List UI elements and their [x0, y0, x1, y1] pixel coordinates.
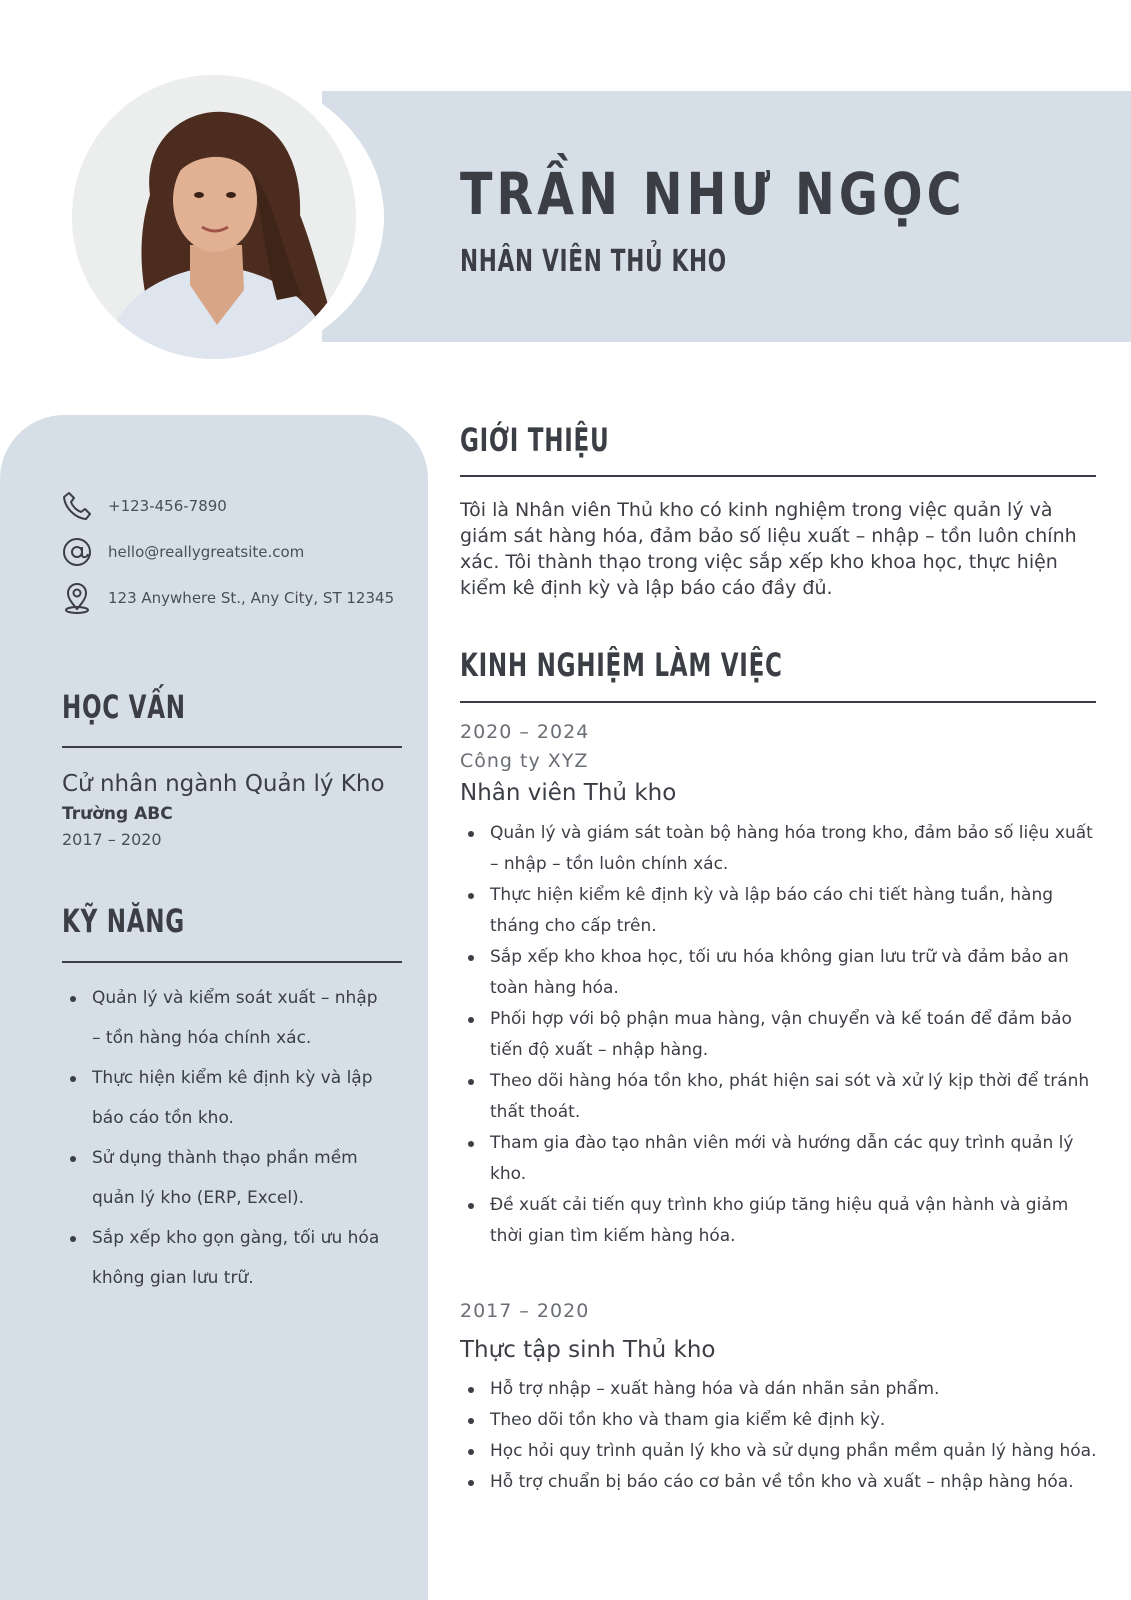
- education-degree: Cử nhân ngành Quản lý Kho: [62, 771, 385, 797]
- job-item: Phối hợp với bộ phận mua hàng, vận chuyển và kế toán để đảm bảo tiến độ xuất – nhập hàng.: [468, 1004, 1098, 1066]
- education-school: Trường ABC: [62, 804, 173, 824]
- job-item: Sắp xếp kho khoa học, tối ưu hóa không gian lưu trữ và đảm bảo an toàn hàng hóa.: [468, 942, 1098, 1004]
- skill-item: Thực hiện kiểm kê định kỳ và lập báo cáo tồn kho.: [70, 1058, 390, 1138]
- job-item: Theo dõi hàng hóa tồn kho, phát hiện sai sót và xử lý kịp thời để tránh thất thoát.: [468, 1066, 1098, 1128]
- skill-item: Sắp xếp kho gọn gàng, tối ưu hóa không gian lưu trữ.: [70, 1218, 390, 1298]
- education-years: 2017 – 2020: [62, 830, 162, 849]
- job-item: Hỗ trợ chuẩn bị báo cáo cơ bản về tồn kho và xuất – nhập hàng hóa.: [468, 1467, 1098, 1498]
- phone-icon: [60, 489, 94, 523]
- experience-divider: [460, 701, 1096, 703]
- job-item: Quản lý và giám sát toàn bộ hàng hóa trong kho, đảm bảo số liệu xuất – nhập – tồn luôn chính xác.: [468, 818, 1098, 880]
- skills-heading: KỸ NĂNG: [62, 902, 185, 940]
- skills-divider: [62, 961, 402, 963]
- location-pin-icon: [60, 581, 94, 615]
- skill-item: Sử dụng thành thạo phần mềm quản lý kho (ERP, Excel).: [70, 1138, 390, 1218]
- job-item: Tham gia đào tạo nhân viên mới và hướng dẫn các quy trình quản lý kho.: [468, 1128, 1098, 1190]
- skills-list: [70, 978, 390, 1298]
- job-item: Đề xuất cải tiến quy trình kho giúp tăng hiệu quả vận hành và giảm thời gian tìm kiếm hàng hóa.: [468, 1190, 1098, 1252]
- job-responsibilities: [468, 818, 1098, 1252]
- candidate-name: TRẦN NHƯ NGỌC: [460, 160, 966, 228]
- job-item: Học hỏi quy trình quản lý kho và sử dụng phần mềm quản lý hàng hóa.: [468, 1436, 1098, 1467]
- profile-photo: [72, 75, 356, 359]
- skill-item: Quản lý và kiểm soát xuất – nhập – tồn hàng hóa chính xác.: [70, 978, 390, 1058]
- job-item: Thực hiện kiểm kê định kỳ và lập báo cáo chi tiết hàng tuần, hàng tháng cho cấp trên.: [468, 880, 1098, 942]
- job-period: 2017 – 2020: [460, 1300, 590, 1322]
- job-role: Thực tập sinh Thủ kho: [460, 1337, 716, 1363]
- experience-heading: KINH NGHIỆM LÀM VIỆC: [460, 646, 783, 684]
- at-icon: [60, 535, 94, 569]
- contact-address: [60, 581, 394, 615]
- job-item: Hỗ trợ nhập – xuất hàng hóa và dán nhãn sản phẩm.: [468, 1374, 1098, 1405]
- intro-heading: GIỚI THIỆU: [460, 421, 610, 459]
- email-address: hello@reallygreatsite.com: [108, 543, 305, 561]
- job-period: 2020 – 2024: [460, 721, 590, 743]
- intro-divider: [460, 475, 1096, 477]
- contact-email: [60, 535, 304, 569]
- education-divider: [62, 746, 402, 748]
- contact-phone: [60, 489, 227, 523]
- job-responsibilities: [468, 1374, 1098, 1498]
- education-heading: HỌC VẤN: [62, 688, 186, 726]
- job-role: Nhân viên Thủ kho: [460, 780, 677, 806]
- job-company: Công ty XYZ: [460, 750, 589, 772]
- phone-number: +123-456-7890: [108, 497, 227, 515]
- candidate-job-title: NHÂN VIÊN THỦ KHO: [460, 244, 727, 279]
- intro-text: Tôi là Nhân viên Thủ kho có kinh nghiệm trong việc quản lý và giám sát hàng hóa, đảm bảo số liệu xuất – nhập – tồn luôn chính xác. Tôi thành thạo trong việc sắp xếp kho khoa học, thực hiện kiểm kê định kỳ và lập báo cáo đầy đủ.: [460, 499, 1077, 599]
- job-item: Theo dõi tồn kho và tham gia kiểm kê định kỳ.: [468, 1405, 1098, 1436]
- street-address: 123 Anywhere St., Any City, ST 12345: [108, 589, 395, 607]
